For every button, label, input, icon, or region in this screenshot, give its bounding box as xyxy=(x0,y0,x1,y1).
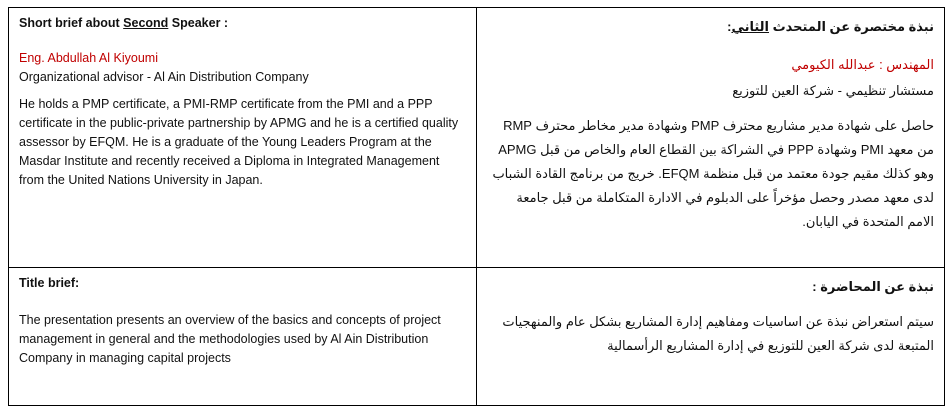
speaker-bio-en: He holds a PMP certificate, a PMI-RMP certificate from the PMI and a PPP certificate in the public-private partnership by APMG and he is a certified quality assessor by EFQM. He is a graduate of the Young Leaders Program at the Masdar Institute and recently received a Diploma in Integrated Management from the United Nations University in Japan. xyxy=(19,97,459,187)
speaker-bio-ar: حاصل على شهادة مدير مشاريع محترف PMP وشهادة مدير مخاطر محترف RMP من معهد PMI وشهادة PPP في الشراكة بين القطاع العام والخاص من قبل APMG وهو كذلك مقيم جودة معتمد من قبل منظمة EFQM. خريج من برنامج القادة الشباب لدى معهد مصدر وحصل مؤخراً على الدبلوم في الادارة المتكاملة من قبل جامعة الامم المتحدة في اليابان. xyxy=(492,118,934,229)
lecture-heading-ar: نبذة عن المحاضرة : xyxy=(812,279,934,294)
speaker-role-ar: مستشار تنظيمي - شركة العين للتوزيع xyxy=(732,83,934,98)
lecture-cell-english xyxy=(9,268,477,406)
lecture-row xyxy=(9,268,945,406)
speaker-cell-english xyxy=(9,8,477,268)
speaker-cell-arabic xyxy=(477,8,945,268)
bilingual-info-table xyxy=(8,7,945,406)
lecture-cell-arabic xyxy=(477,268,945,406)
speaker-role-en: Organizational advisor - Al Ain Distribution Company xyxy=(19,70,309,84)
speaker-name-en: Eng. Abdullah Al Kiyoumi xyxy=(19,51,158,65)
lecture-text-ar: سيتم استعراض نبذة عن اساسيات ومفاهيم إدارة المشاريع بشكل عام والمنهجيات المتبعة لدى شركة العين للتوزيع في إدارة المشاريع الرأسمالية xyxy=(502,314,934,353)
lecture-text-en: The presentation presents an overview of the basics and concepts of project management in general and the methodologies used by Al Ain Distribution Company in managing capital projects xyxy=(19,313,441,365)
speaker-heading-ar: نبذة مختصرة عن المتحدث الثاني: xyxy=(727,19,934,34)
speaker-row xyxy=(9,8,945,268)
speaker-name-ar: المهندس : عبدالله الكيومي xyxy=(791,57,934,72)
speaker-heading-en: Short brief about Second Speaker : xyxy=(19,16,229,30)
lecture-heading-en: Title brief: xyxy=(19,276,80,290)
